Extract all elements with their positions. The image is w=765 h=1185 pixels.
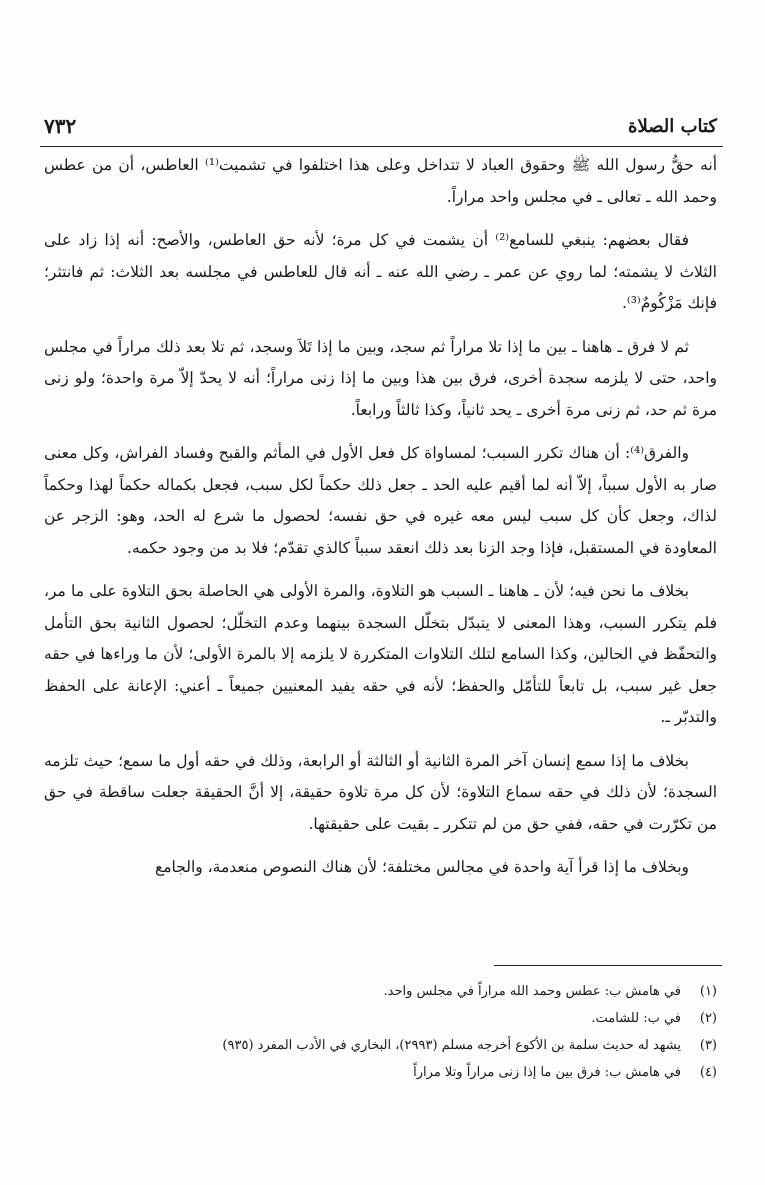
paragraph: بخلاف ما نحن فيه؛ لأن ـ هاهنا ـ السبب هو التلاوة، والمرة الأولى هي الحاصلة بحق التلاوة على ما مر، فلم يتكرر السبب، وهذا المعنى لا يتبدّل بتخلّل السجدة بينهما وعدم التخلّل؛ لحصول الثانية بحق التأمل والتحفّظ في الحالين، وكذا السامع لتلك التلاوات المتكررة لا يلزمه إلا بالمرة الأولى؛ لأن ما وراءها في حقه جعل غير سبب، بل تابعاً للتأمّل والحفظ؛ لأنه في حقه يفيد المعنيين جميعاً ـ أعني: الإعانة على الحفظ والتدبّر ـ. xyxy=(44,582,717,726)
footnote-mark: (٤) xyxy=(699,1065,717,1080)
footnote-text: يشهد له حديث سلمة بن الأكوع أخرجه مسلم (٢٩٩٣)، البخاري في الأدب المفرد (٩٣٥) xyxy=(222,1038,681,1053)
header-rule xyxy=(40,146,723,147)
footnotes xyxy=(44,978,717,1086)
paragraph: ثم لا فرق ـ هاهنا ـ بين ما إذا تلا مراراً ثم سجد، وبين ما إذا تَلاَ وسجد، ثم تلا بعد ذلك مراراً في مجلس واحد، حتى لا يلزمه سجدة أخرى، فرق بين هذا وبين ما إذا زنى مراراً؛ أنه لا يحدّ إلاّ مرة واحدة؛ ولو زنى مرة ثم حد، ثم زنى مرة أخرى ـ يحد ثانياً، وكذا ثالثاً ورابعاً. xyxy=(44,337,717,419)
footnote-text: في ب: للشامت. xyxy=(591,1011,681,1026)
paragraph: وبخلاف ما إذا قرأ آية واحدة في مجالس مختلفة؛ لأن هناك النصوص منعدمة، والجامع xyxy=(154,858,689,876)
paragraph: فقال بعضهم: ينبغي للسامع⁽²⁾ أن يشمت في كل مرة؛ لأنه حق العاطس، والأصح: أنه إذا زاد على الثلاث لا يشمته؛ لما روي عن عمر ـ رضي الله عنه ـ أنه قال للعاطس في مجلسه بعد الثلاث: ثم فانتثر؛ فإنك مَزْكُومٌ⁽³⁾. xyxy=(44,231,717,312)
footnote xyxy=(44,1005,717,1032)
footnote xyxy=(44,1032,717,1059)
footnote xyxy=(44,978,717,1005)
footnote-text: في هامش ب: عطس وحمد الله مراراً في مجلس واحد. xyxy=(383,984,681,999)
footnote-text: في هامش ب: فرق بين ما إذا زنى مراراً وتلا مراراً xyxy=(413,1065,681,1080)
footnote xyxy=(44,1059,717,1086)
paragraph: بخلاف ما إذا سمع إنسان آخر المرة الثانية أو الثالثة أو الرابعة، وذلك في حقه أول ما سمع؛ حيث تلزمه السجدة؛ لأن ذلك في حقه سماع التلاوة؛ لأن كل مرة تلاوة حقيقة، إلا أنَّ الحقيقة جعلت ساقطة في حق من تكرّرت في حقه، ففي حق من لم تتكرر ـ بقيت على حقيقتها. xyxy=(44,751,717,833)
running-title: كتاب الصلاة xyxy=(628,115,717,137)
footnote-mark: (١) xyxy=(699,984,717,999)
page-header xyxy=(44,106,717,146)
main-text xyxy=(44,150,717,896)
paragraph: والفرق⁽⁴⁾: أن هناك تكرر السبب؛ لمساواة كل فعل الأول في المأثم والقبح وفساد الفراش، وكل معنى صار به الأول سبباً، إلاّ أنه لما أقيم عليه الحد ـ جعل ذلك حكماً لكل سبب، فجعل بكماله حكماً لهذا وحكماً لذاك، وجعل كأن كل سبب ليس معه غيره في حق نفسه؛ لحصول ما شرع له الحد، وهو: الزجر عن المعاودة في المستقبل، فإذا وجد الزنا بعد ذلك انعقد سبباً كالذي تقدّم؛ فلا بد من وجود حكمه. xyxy=(44,444,717,557)
page-number: ٧٣٢ xyxy=(44,114,77,138)
footnote-mark: (٣) xyxy=(699,1038,717,1053)
footnote-mark: (٢) xyxy=(699,1011,717,1026)
footnote-rule xyxy=(494,965,722,966)
paragraph: أنه حقُّ رسول الله ﷺ وحقوق العباد لا تتداخل وعلى هذا اختلفوا في تشميت⁽¹⁾ العاطس، أن من عطس وحمد الله ـ تعالى ـ في مجلس واحد مراراً. xyxy=(44,156,718,206)
